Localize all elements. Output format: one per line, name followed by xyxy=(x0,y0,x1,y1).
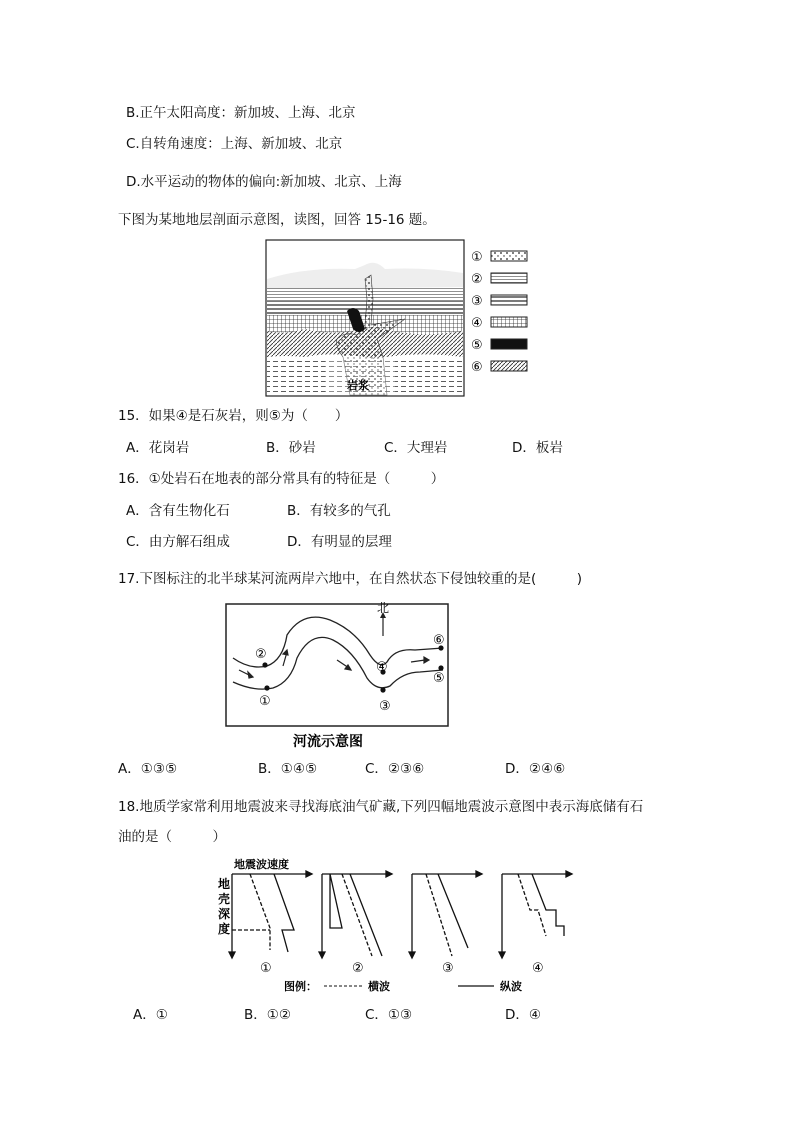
svg-text:④: ④ xyxy=(471,316,483,331)
svg-text:纵波: 纵波 xyxy=(500,980,522,993)
svg-text:①: ① xyxy=(471,250,483,265)
svg-text:⑤: ⑤ xyxy=(433,671,445,686)
svg-text:壳: 壳 xyxy=(218,892,231,906)
panel-labels xyxy=(260,961,544,976)
river-caption: 河流示意图 xyxy=(293,734,363,750)
q18-option-a: A．① xyxy=(133,1007,168,1023)
svg-text:度: 度 xyxy=(218,922,231,936)
seismic-figure xyxy=(212,856,592,996)
q16-option-d: D．有明显的层理 xyxy=(287,534,392,550)
q18-option-c: C．①③ xyxy=(365,1007,413,1023)
intro-15-16: 下图为某地地层剖面示意图，读图，回答 15-16 题。 xyxy=(118,212,436,228)
svg-text:地: 地 xyxy=(218,877,231,891)
svg-text:⑥: ⑥ xyxy=(471,360,483,375)
north-label: 北 xyxy=(377,601,390,615)
q14-option-d: D.水平运动的物体的偏向:新加坡、北京、上海 xyxy=(126,174,402,190)
svg-text:④: ④ xyxy=(376,660,388,675)
q18-option-d: D．④ xyxy=(505,1007,541,1023)
svg-text:⑤: ⑤ xyxy=(471,338,483,353)
q15-option-d: D．板岩 xyxy=(512,440,563,456)
q16-option-a: A．含有生物化石 xyxy=(126,503,230,519)
svg-text:横波: 横波 xyxy=(368,980,390,993)
strata-figure xyxy=(265,239,533,399)
q15-option-c: C．大理岩 xyxy=(384,440,448,456)
q15-stem: 15．如果④是石灰岩，则⑤为（ ） xyxy=(118,408,349,424)
svg-text:②: ② xyxy=(255,647,267,662)
strata-legend xyxy=(471,250,527,375)
q18-stem-line1: 18.地质学家常利用地震波来寻找海底油气矿藏,下列四幅地震波示意图中表示海底储有石 xyxy=(118,799,644,815)
svg-text:②: ② xyxy=(471,272,483,287)
axis-x-label: 地震波速度 xyxy=(234,858,289,871)
river-figure xyxy=(225,600,453,755)
svg-text:②: ② xyxy=(352,961,364,976)
svg-text:⑥: ⑥ xyxy=(433,633,445,648)
q15-option-b: B．砂岩 xyxy=(266,440,316,456)
svg-text:深: 深 xyxy=(218,907,231,921)
svg-text:图例：: 图例： xyxy=(284,980,317,993)
magma-label: 岩浆 xyxy=(347,379,369,392)
svg-text:③: ③ xyxy=(471,294,483,309)
q14-option-b: B.正午太阳高度：新加坡、上海、北京 xyxy=(126,105,356,121)
q14-option-c: C.自转角速度：上海、新加坡、北京 xyxy=(126,136,343,152)
q15-option-a: A．花岗岩 xyxy=(126,440,190,456)
q17-option-a: A．①③⑤ xyxy=(118,761,178,777)
svg-text:④: ④ xyxy=(532,961,544,976)
q17-stem: 17.下图标注的北半球某河流两岸六地中，在自然状态下侵蚀较重的是( ) xyxy=(118,571,583,587)
q16-stem: 16．①处岩石在地表的部分常具有的特征是（ ） xyxy=(118,471,445,487)
svg-text:③: ③ xyxy=(379,699,391,714)
q18-stem-line2: 油的是（ ） xyxy=(118,829,226,845)
q18-option-b: B．①② xyxy=(244,1007,291,1023)
q16-option-c: C．由方解石组成 xyxy=(126,534,230,550)
axis-y-label xyxy=(218,876,230,936)
q16-option-b: B．有较多的气孔 xyxy=(287,503,391,519)
q17-option-d: D．②④⑥ xyxy=(505,761,566,777)
q17-option-c: C．②③⑥ xyxy=(365,761,425,777)
seismic-legend xyxy=(284,979,522,993)
svg-text:③: ③ xyxy=(442,961,454,976)
svg-text:①: ① xyxy=(259,694,271,709)
q17-option-b: B．①④⑤ xyxy=(258,761,318,777)
svg-text:①: ① xyxy=(260,961,272,976)
